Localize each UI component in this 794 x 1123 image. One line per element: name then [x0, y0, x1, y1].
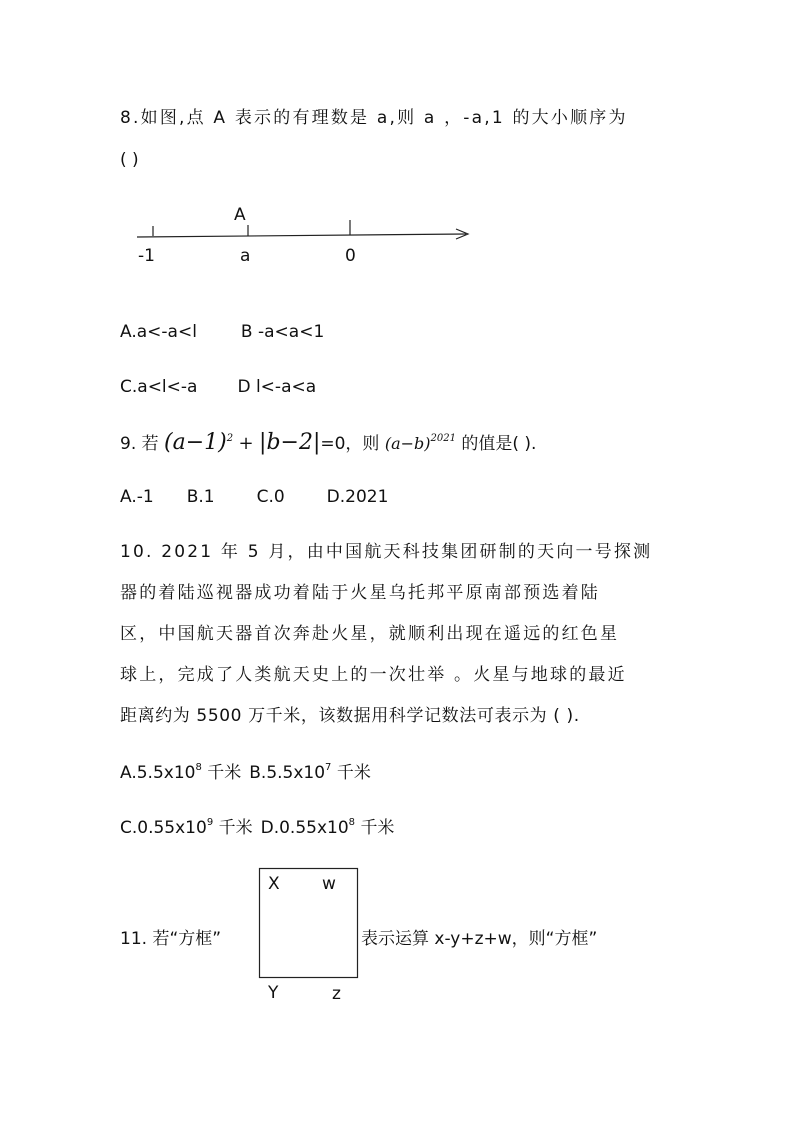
- q10-line-2: 器的着陆巡视器成功着陆于火星乌托邦平原南部预选着陆: [120, 583, 600, 603]
- box-label-bottom-right: z: [332, 984, 341, 1004]
- box-label-bottom-left: Y: [268, 983, 279, 1003]
- q8-option-c: C.a<l<-a: [120, 377, 198, 397]
- box-label-top-right: w: [322, 874, 336, 894]
- q8-option-a: A.a<-a<l: [120, 322, 197, 342]
- q9-term-1: $(a-1)^2$: [164, 430, 234, 455]
- q9-option-c: C.0: [256, 487, 285, 507]
- q9-prefix: 9. 若: [120, 434, 159, 454]
- q11-suffix: 表示运算 x-y+z+w，则“方框”: [361, 929, 598, 949]
- q8-option-b: B -a<a<1: [240, 322, 325, 342]
- q9-term-2: |b−2|: [259, 430, 321, 455]
- tick-label-minus-one: -1: [138, 246, 155, 266]
- q9-option-a: A.-1: [120, 487, 154, 507]
- q9-suffix: 的值是( ).: [461, 434, 537, 454]
- q10-line-4: 球上，完成了人类航天史上的一次壮举 。火星与地球的最近: [120, 665, 627, 685]
- q10-option-d: $D.0.55x10^8$ 千米: [260, 817, 395, 838]
- q8-answer-paren: ( ): [120, 150, 139, 170]
- number-line-axis: [137, 234, 466, 237]
- q8-stem: 8.如图,点 A 表示的有理数是 a,则 a ，-a,1 的大小顺序为: [120, 108, 628, 128]
- q10-line-1: 10. 2021 年 5 月，由中国航天科技集团研制的天向一号探测: [120, 542, 653, 562]
- q8-option-d: D l<-a<a: [237, 377, 317, 397]
- q9-term-3: $(a-b)^{2021}$: [384, 433, 456, 453]
- tick-label-zero: 0: [345, 246, 356, 266]
- q9-options: [120, 485, 388, 509]
- q9-equals: =0，则: [320, 434, 380, 454]
- q9-plus: +: [238, 433, 254, 454]
- tick-label-a: a: [240, 246, 251, 266]
- point-a-label: A: [234, 205, 246, 225]
- box-label-top-left: X: [268, 874, 280, 894]
- q8-options-row-1: [120, 320, 324, 344]
- q10-options-row-2: [120, 816, 394, 840]
- q8-options-row-2: [120, 375, 316, 399]
- q9-option-d: D.2021: [326, 487, 389, 507]
- q10-line-5: 距离约为 5500 万千米，该数据用科学记数法可表示为 ( ).: [120, 706, 580, 726]
- q10-line-3: 区，中国航天器首次奔赴火星，就顺利出现在遥远的红色星: [120, 624, 620, 644]
- q11-prefix: 11. 若“方框”: [120, 929, 222, 949]
- q10-options-row-1: [120, 761, 371, 785]
- q9-option-b: B.1: [186, 487, 215, 507]
- q10-option-c: $C.0.55x10^9$ 千米: [120, 817, 253, 838]
- q10-option-b: $B.5.5x10^7$ 千米: [249, 762, 371, 783]
- q9-stem: [120, 428, 536, 459]
- q10-option-a: $A.5.5x10^8$ 千米: [120, 762, 242, 783]
